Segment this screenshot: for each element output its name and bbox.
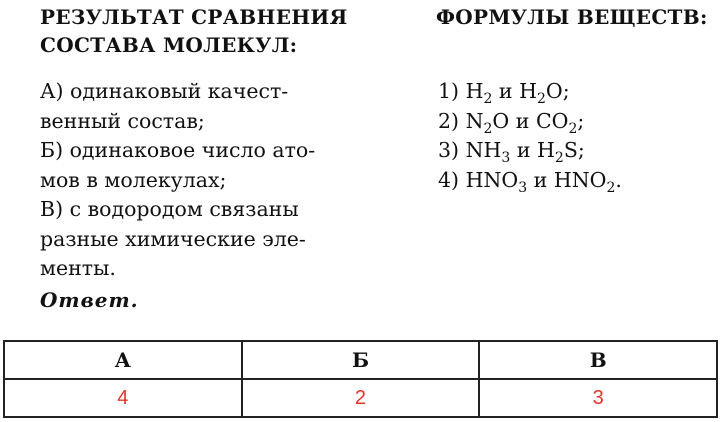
comparison-line: менты. [40,256,116,280]
answer-header-v: В [479,341,717,379]
comparison-line: В) с водородом связаны [40,197,299,221]
comparison-line: разные химические эле- [40,226,306,251]
matching-heading-right: ФОРМУЛЫ ВЕЩЕСТВ: [436,5,708,29]
formula-item-4: 4) $HNO_3$ и $HNO_2$. [438,167,622,196]
answer-header-a: А [4,341,242,379]
comparison-line: А) одинаковый качест- [40,79,289,103]
answer-header-b: Б [242,341,480,379]
answer-table-answer-row [4,379,717,417]
answer-label: Ответ. [40,288,139,312]
comparison-line: мов в молекулах; [40,167,227,192]
answer-table [3,340,718,418]
comparison-line: венный состав; [40,108,205,133]
formula-item-2: 2) $N_2O$ и $CO_2$; [438,108,585,137]
heading-left-line-1: РЕЗУЛЬТАТ СРАВНЕНИЯ [40,5,348,29]
answer-cell-a[interactable]: 4 [4,379,242,417]
matching-heading-left [40,3,348,59]
formula-item-1: 1) $H_2$ и $H_2O$; [438,79,570,107]
heading-left-line-2: СОСТАВА МОЛЕКУЛ: [40,33,298,57]
formula-item-3: 3) $NH_3$ и $H_2S$; [438,138,585,166]
answer-cell-b[interactable]: 2 [242,379,480,417]
comparison-results-list [40,77,315,284]
comparison-line: Б) одинаковое число ато- [40,138,316,162]
answer-table-header-row [4,341,717,379]
answer-cell-v[interactable]: 3 [479,379,717,417]
formula-list [438,77,622,195]
